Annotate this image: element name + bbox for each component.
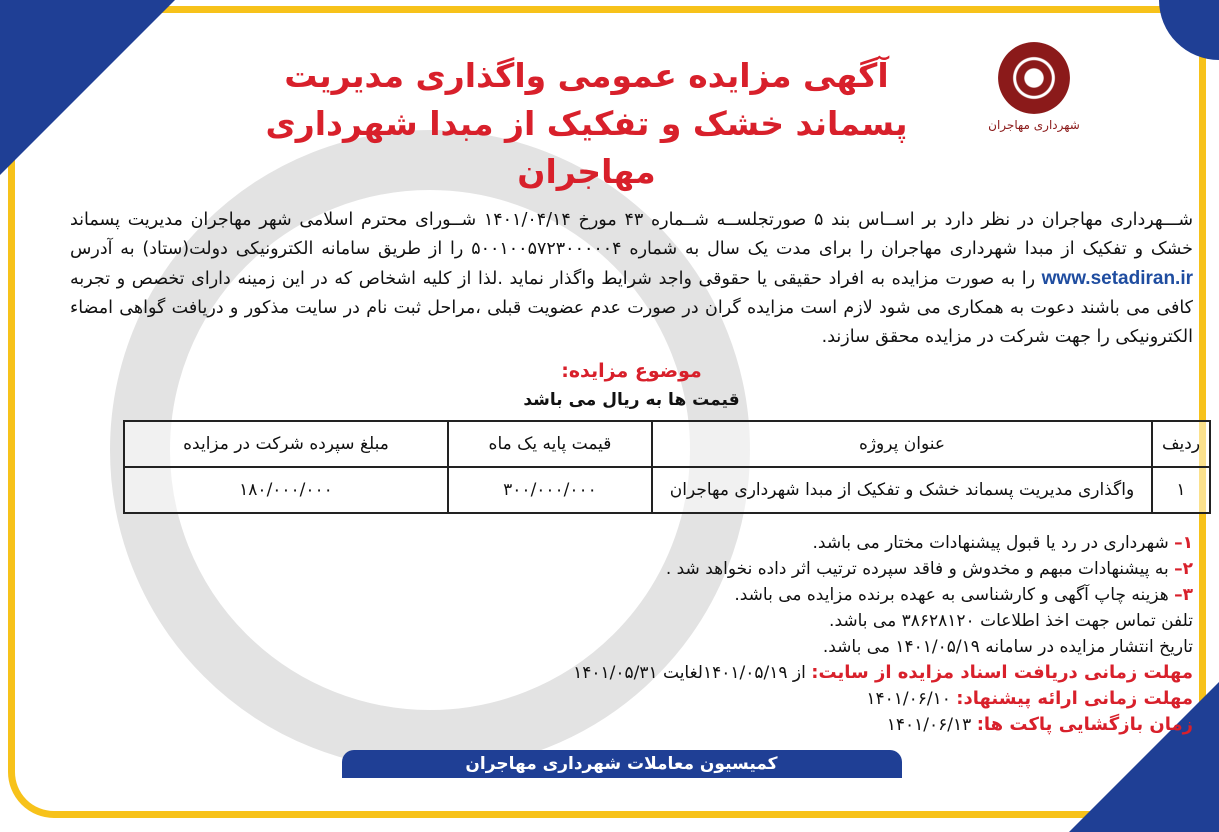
condition-text: شهرداری در رد یا قبول پیشنهادات مختار می باشد. xyxy=(812,533,1169,553)
header-project-title: عنوان پروژه xyxy=(652,421,1152,467)
deadline-value: ۱۴۰۱/۰۶/۱۰ xyxy=(866,689,951,709)
edition-badge: نوبت دوم xyxy=(46,45,137,136)
price-note: قیمت ها به ریال می باشد xyxy=(523,390,740,410)
condition-number: ۳– xyxy=(1174,585,1193,605)
deadline-label: زمان بازگشایی پاکت ها: xyxy=(976,714,1193,735)
cell-deposit: ۱۸۰/۰۰۰/۰۰۰ xyxy=(124,467,448,513)
condition-number: ۲– xyxy=(1174,559,1193,579)
title-line-1: آگهی مزایده عمومی واگذاری مدیریت xyxy=(284,56,889,95)
deadline-documents xyxy=(70,660,1193,686)
deadline-label: مهلت زمانی دریافت اسناد مزایده از سایت: xyxy=(811,662,1193,683)
cell-base-price: ۳۰۰/۰۰۰/۰۰۰ xyxy=(448,467,652,513)
header-row-number: ردیف xyxy=(1152,421,1210,467)
table-row xyxy=(124,467,1210,513)
cell-row-number: ۱ xyxy=(1152,467,1210,513)
condition-item xyxy=(70,582,1193,608)
condition-number: ۱– xyxy=(1174,533,1193,553)
body-text-1: شـــهرداری مهاجران در نظر دارد بر اســاس بند ۵ صورتجلســه شــماره ۴۳ مورخ ۱۴۰۱/۰۴/۱۴ شــورای محترم اسلامی شهر مهاجران مدیریت پسماند خشک و تفکیک از مبدا شهرداری مهاجران را برای مدت یک سال به شماره ۵۰۰۱۰۰۵۷۲۳۰۰۰۰۰۴ را از طریق سامانه الکترونیکی دولت(ستاد) به آدرس xyxy=(70,210,1194,259)
conditions-list xyxy=(70,530,1193,738)
condition-item xyxy=(70,530,1193,556)
condition-text: هزینه چاپ آگهی و کارشناسی به عهده برنده مزایده می باشد. xyxy=(734,585,1169,605)
announcement-content xyxy=(70,0,1201,808)
setad-link[interactable]: www.setadiran.ir xyxy=(1041,268,1193,289)
phone-line: تلفن تماس جهت اخذ اطلاعات ۳۸۶۲۸۱۲۰ می باشد. xyxy=(829,611,1193,631)
footer-commission: کمیسیون معاملات شهرداری مهاجران xyxy=(342,750,902,778)
deadline-label: مهلت زمانی ارائه پیشنهاد: xyxy=(956,688,1193,709)
publish-line: تاریخ انتشار مزایده در سامانه ۱۴۰۱/۰۵/۱۹ می باشد. xyxy=(822,637,1193,657)
deadline-proposal xyxy=(70,686,1193,712)
condition-item xyxy=(70,556,1193,582)
logo-text: شهرداری مهاجران xyxy=(988,118,1080,132)
condition-text: به پیشنهادات مبهم و مخدوش و فاقد سپرده ترتیب اثر داده نخواهد شد . xyxy=(665,559,1169,579)
deadline-value: از ۱۴۰۱/۰۵/۱۹لغایت ۱۴۰۱/۰۵/۳۱ xyxy=(573,663,806,683)
deadline-opening xyxy=(70,712,1193,738)
title-block xyxy=(240,52,933,196)
table-header-row xyxy=(124,421,1210,467)
deadline-value: ۱۴۰۱/۰۶/۱۳ xyxy=(886,715,972,735)
announcement-body xyxy=(70,206,1193,352)
auction-table xyxy=(123,420,1211,514)
cell-project-title: واگذاری مدیریت پسماند خشک و تفکیک از مبدا شهرداری مهاجران xyxy=(652,467,1152,513)
header-base-price: قیمت پایه یک ماه xyxy=(448,421,652,467)
auction-subject-heading: موضوع مزایده: xyxy=(561,360,702,382)
title-line-2: پسماند خشک و تفکیک از مبدا شهرداری مهاجران xyxy=(265,104,908,191)
body-text-2: را به صورت مزایده به افراد حقیقی یا حقوقی واجد شرایط واگذار نماید .لذا از کلیه اشخاص که در این زمینه دارای تخصص و تجربه کافی می باشند دعوت به همکاری می شود لازم است مزایده گران در صورت عدم عضویت قبلی ،مراحل ثبت نام در سایت مذکور و دریافت گواهی امضاء الکترونیکی را جهت شرکت در مزایده محقق سازند. xyxy=(70,269,1193,347)
header-deposit: مبلغ سپرده شرکت در مزایده xyxy=(124,421,448,467)
